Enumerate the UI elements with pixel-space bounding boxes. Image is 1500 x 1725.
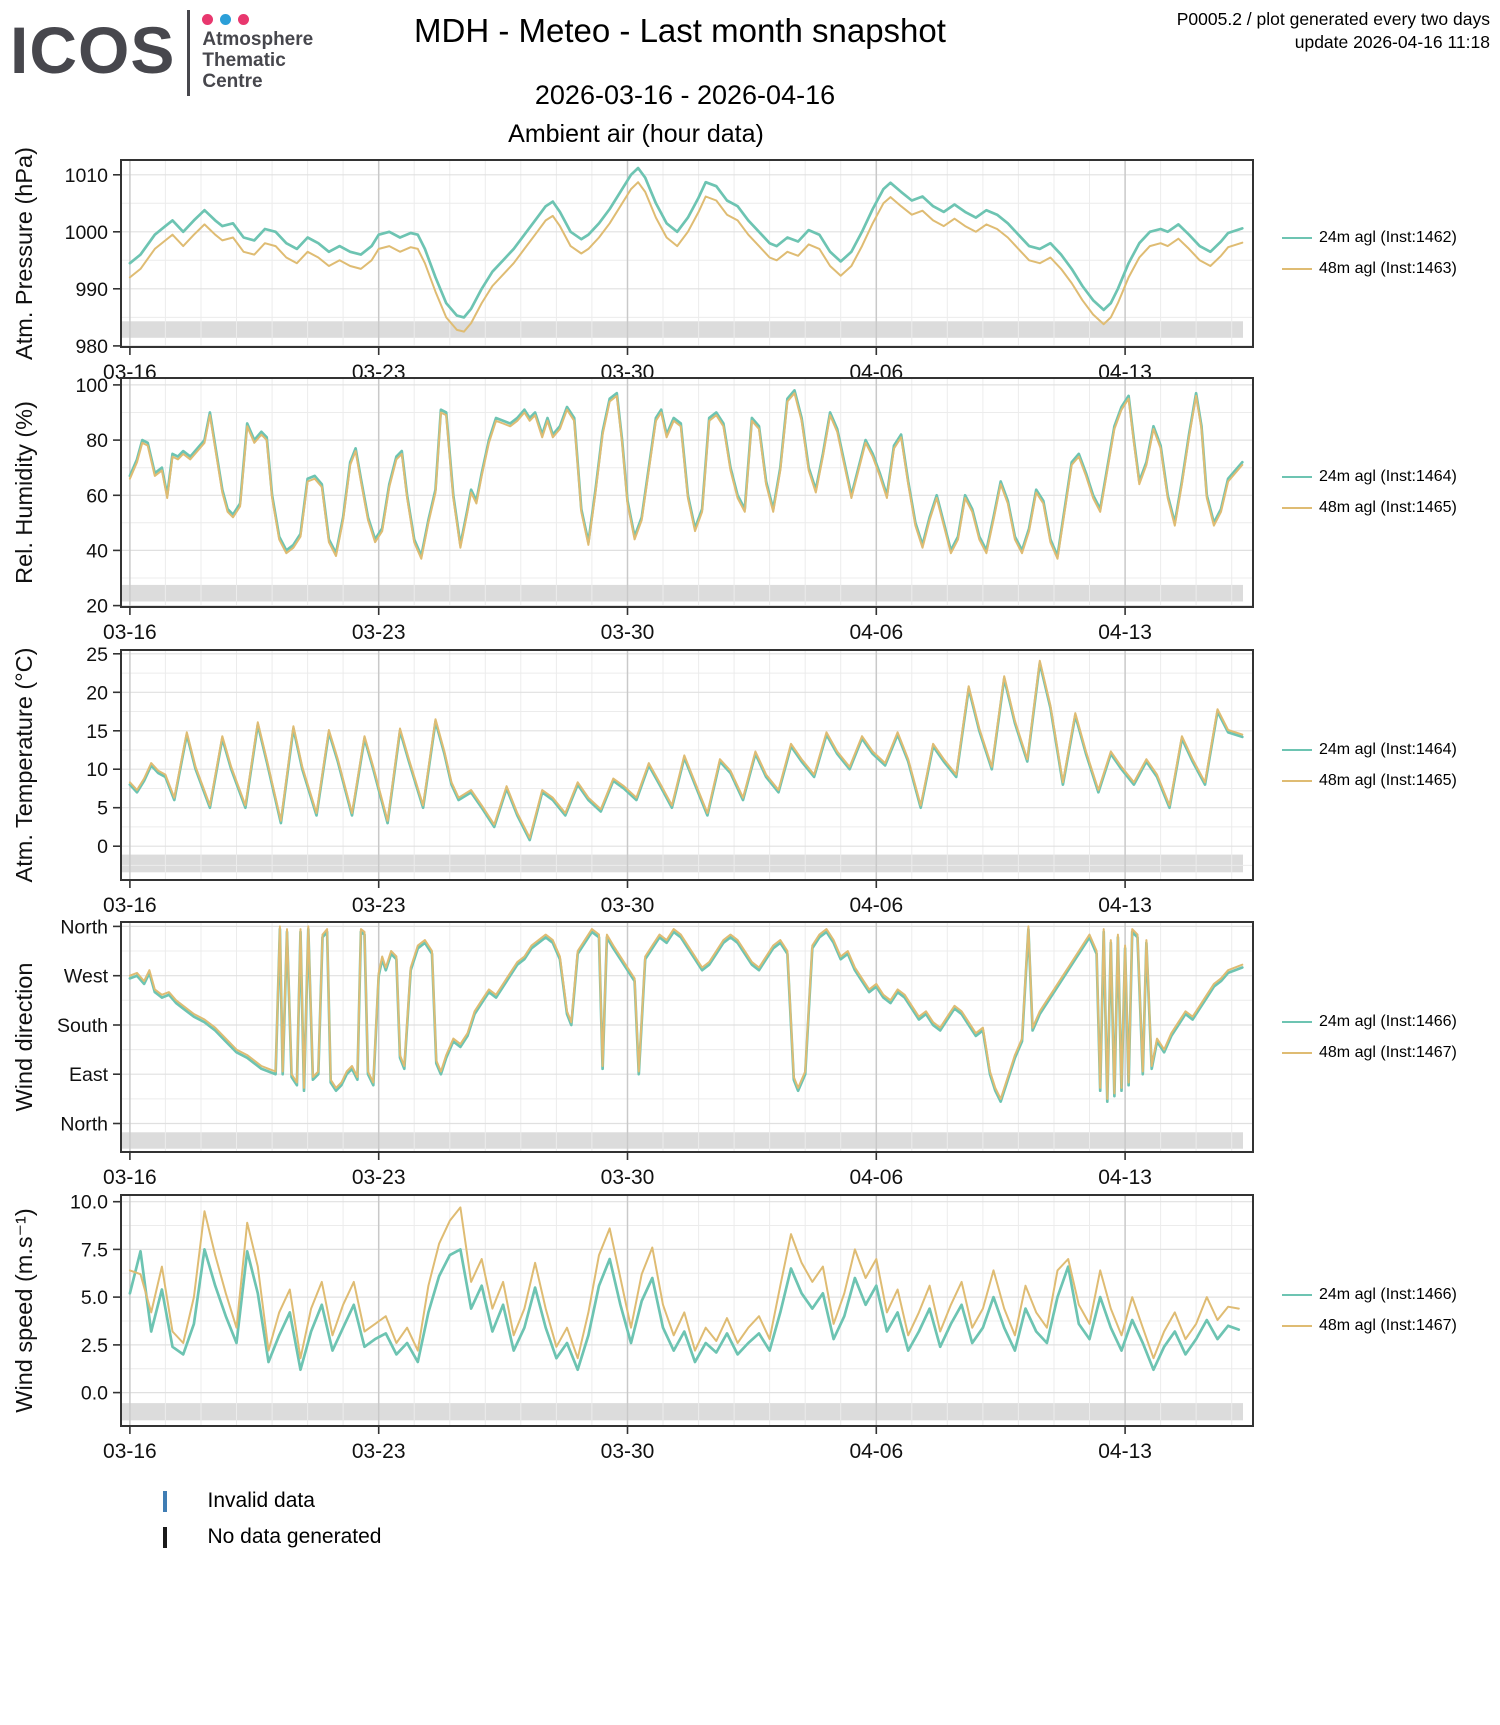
legend-entry (1282, 462, 1497, 493)
atm-pressure-xtick-label: 03-16 (103, 361, 157, 384)
rel-humidity-ytick-label: 100 (75, 374, 108, 397)
wind-direction-ytick-label: East (68, 1064, 108, 1087)
atm-temperature-xtick-label: 03-30 (600, 894, 655, 917)
rel-humidity-xtick-label: 03-30 (600, 621, 655, 644)
legend-line-swatch (1282, 780, 1312, 782)
wind-speed-xtick-label: 04-06 (849, 1440, 904, 1463)
wind-speed-ytick-label: 2.5 (80, 1334, 108, 1357)
wind-speed-ytick-label: 10.0 (70, 1191, 108, 1214)
legend-label: 24m agl (Inst:1464) (1319, 468, 1457, 485)
atm-pressure-axis-title: Atm. Pressure (hPa) (11, 147, 37, 360)
legend-label: 48m agl (Inst:1465) (1319, 771, 1457, 789)
no-data-legend-item (163, 1519, 381, 1555)
atm-temperature-ytick-label: 15 (86, 720, 108, 743)
legend-atm-temperature (1282, 734, 1497, 796)
wind-direction-ytick-label: West (63, 965, 108, 988)
wind-speed-nodata-band (122, 1403, 1243, 1420)
rel-humidity-series-48m (130, 393, 1242, 559)
atm-pressure-xtick-label: 03-23 (351, 361, 406, 384)
legend-label: 24m agl (Inst:1466) (1319, 1286, 1457, 1303)
rel-humidity-ytick-label: 80 (86, 430, 108, 453)
wind-direction-xtick-label: 04-06 (849, 1166, 904, 1189)
atm-temperature-ytick-label: 20 (86, 682, 108, 705)
atm-temperature-nodata-band (122, 855, 1243, 873)
legend-label: 24m agl (Inst:1466) (1319, 1012, 1457, 1030)
wind-direction-xtick-label: 03-23 (351, 1166, 406, 1189)
rel-humidity-chart (11, 375, 1253, 644)
page-title: MDH - Meteo - Last month snapshot (414, 12, 946, 49)
meta-plot-id: P0005.2 / plot generated every two days (1176, 9, 1490, 29)
rel-humidity-ytick-label: 60 (86, 485, 108, 508)
atm-pressure-xtick-label: 04-06 (849, 361, 904, 384)
rel-humidity-ytick-label: 20 (86, 595, 108, 618)
rel-humidity-xtick-label: 04-13 (1098, 621, 1152, 644)
atm-pressure-nodata-band (122, 321, 1243, 338)
wind-direction-xtick-label: 03-30 (600, 1166, 655, 1189)
wind-speed-xtick-label: 03-16 (103, 1440, 157, 1463)
invalid-data-tick-icon (163, 1491, 167, 1512)
rel-humidity-xtick-label: 03-16 (103, 621, 157, 644)
invalid-data-label: Invalid data (207, 1489, 315, 1512)
wind-direction-ytick-label: North (60, 916, 108, 939)
wind-direction-ytick-label: South (57, 1015, 108, 1038)
ambient-air-caption: Ambient air (hour data) (508, 120, 764, 148)
atm-temperature-ytick-label: 0 (97, 836, 108, 859)
legend-entry (1282, 493, 1497, 524)
atm-temperature-series-24m (130, 663, 1242, 840)
wind-direction-series-48m (130, 926, 1242, 1099)
wind-direction-xtick-label: 03-16 (103, 1166, 157, 1189)
legend-entry (1282, 765, 1497, 796)
legend-line-swatch (1282, 1052, 1312, 1054)
legend-label: 48m agl (Inst:1467) (1319, 1317, 1457, 1334)
wind-direction-xtick-label: 04-13 (1098, 1166, 1152, 1189)
rel-humidity-nodata-band (122, 585, 1243, 602)
atm-temperature-chart (11, 644, 1253, 917)
wind-speed-xtick-label: 03-30 (600, 1440, 655, 1463)
wind-direction-chart (11, 916, 1253, 1189)
wind-direction-ytick-label: North (60, 1113, 108, 1136)
legend-line-swatch (1282, 1294, 1312, 1296)
atm-temperature-xtick-label: 03-23 (351, 894, 406, 917)
rel-humidity-xtick-label: 04-06 (849, 621, 904, 644)
atm-temperature-xtick-label: 04-06 (849, 894, 904, 917)
wind-direction-nodata-band (122, 1132, 1243, 1148)
legend-line-swatch (1282, 1021, 1312, 1023)
legend-entry (1282, 1311, 1497, 1342)
rel-humidity-ytick-label: 40 (86, 540, 108, 563)
invalid-data-legend-item (163, 1483, 381, 1519)
wind-speed-ytick-label: 5.0 (80, 1287, 108, 1310)
atm-pressure-chart (11, 147, 1253, 384)
atm-temperature-axis-title: Atm. Temperature (°C) (11, 647, 37, 883)
wind-speed-border (121, 1195, 1253, 1426)
legend-line-swatch (1282, 268, 1312, 270)
atm-pressure-ytick-label: 980 (75, 335, 108, 358)
legend-label: 24m agl (Inst:1462) (1319, 229, 1457, 246)
legend-rel-humidity (1282, 462, 1497, 524)
wind-speed-axis-title: Wind speed (m.s⁻¹) (11, 1208, 37, 1413)
legend-wind-speed (1282, 1280, 1497, 1342)
legend-line-swatch (1282, 237, 1312, 239)
atm-pressure-ytick-label: 1010 (64, 164, 108, 187)
legend-atm-pressure (1282, 223, 1497, 285)
legend-line-swatch (1282, 749, 1312, 751)
atm-temperature-ytick-label: 25 (86, 643, 108, 666)
legend-line-swatch (1282, 507, 1312, 509)
wind-speed-xtick-label: 04-13 (1098, 1440, 1152, 1463)
wind-speed-ytick-label: 0.0 (80, 1382, 108, 1405)
no-data-tick-icon (163, 1527, 167, 1548)
legend-entry (1282, 223, 1497, 254)
legend-label: 48m agl (Inst:1465) (1319, 499, 1457, 516)
icos-brand-text: ICOS (10, 13, 176, 87)
atm-pressure-series-24m (130, 168, 1242, 317)
wind-speed-ytick-label: 7.5 (80, 1239, 108, 1262)
wind-direction-axis-title: Wind direction (11, 962, 37, 1112)
no-data-label: No data generated (207, 1525, 382, 1548)
rel-humidity-xtick-label: 03-23 (351, 621, 406, 644)
logo-line-1: Atmosphere (202, 29, 314, 50)
legend-entry (1282, 1280, 1497, 1311)
legend-entry (1282, 734, 1497, 765)
atm-pressure-xtick-label: 04-13 (1098, 361, 1152, 384)
atm-pressure-series-48m (130, 182, 1242, 331)
legend-line-swatch (1282, 1325, 1312, 1327)
atm-pressure-border (121, 160, 1253, 347)
legend-wind-direction (1282, 1006, 1497, 1068)
logo-line-2: Thematic (202, 50, 286, 71)
legend-entry (1282, 1006, 1497, 1037)
legend-label: 48m agl (Inst:1463) (1319, 260, 1457, 277)
legend-line-swatch (1282, 476, 1312, 478)
data-quality-legend (163, 1483, 381, 1555)
wind-speed-series-24m (130, 1249, 1239, 1369)
legend-entry (1282, 1037, 1497, 1068)
atm-pressure-ytick-label: 990 (75, 278, 108, 301)
date-range-subtitle: 2026-03-16 - 2026-04-16 (534, 80, 836, 110)
logo-line-3: Centre (202, 71, 263, 92)
rel-humidity-axis-title: Rel. Humidity (%) (11, 401, 37, 584)
atm-temperature-xtick-label: 03-16 (103, 894, 157, 917)
atm-pressure-xtick-label: 03-30 (600, 361, 655, 384)
atm-temperature-xtick-label: 04-13 (1098, 894, 1152, 917)
legend-entry (1282, 254, 1497, 285)
atm-pressure-ytick-label: 1000 (64, 221, 108, 244)
wind-speed-chart (11, 1192, 1253, 1463)
legend-label: 48m agl (Inst:1467) (1319, 1043, 1457, 1061)
meta-update-time: update 2026-04-16 11:18 (1294, 32, 1490, 52)
legend-label: 24m agl (Inst:1464) (1319, 740, 1457, 758)
wind-speed-xtick-label: 03-23 (351, 1440, 406, 1463)
atm-temperature-ytick-label: 10 (86, 759, 108, 782)
atm-temperature-ytick-label: 5 (97, 797, 108, 820)
